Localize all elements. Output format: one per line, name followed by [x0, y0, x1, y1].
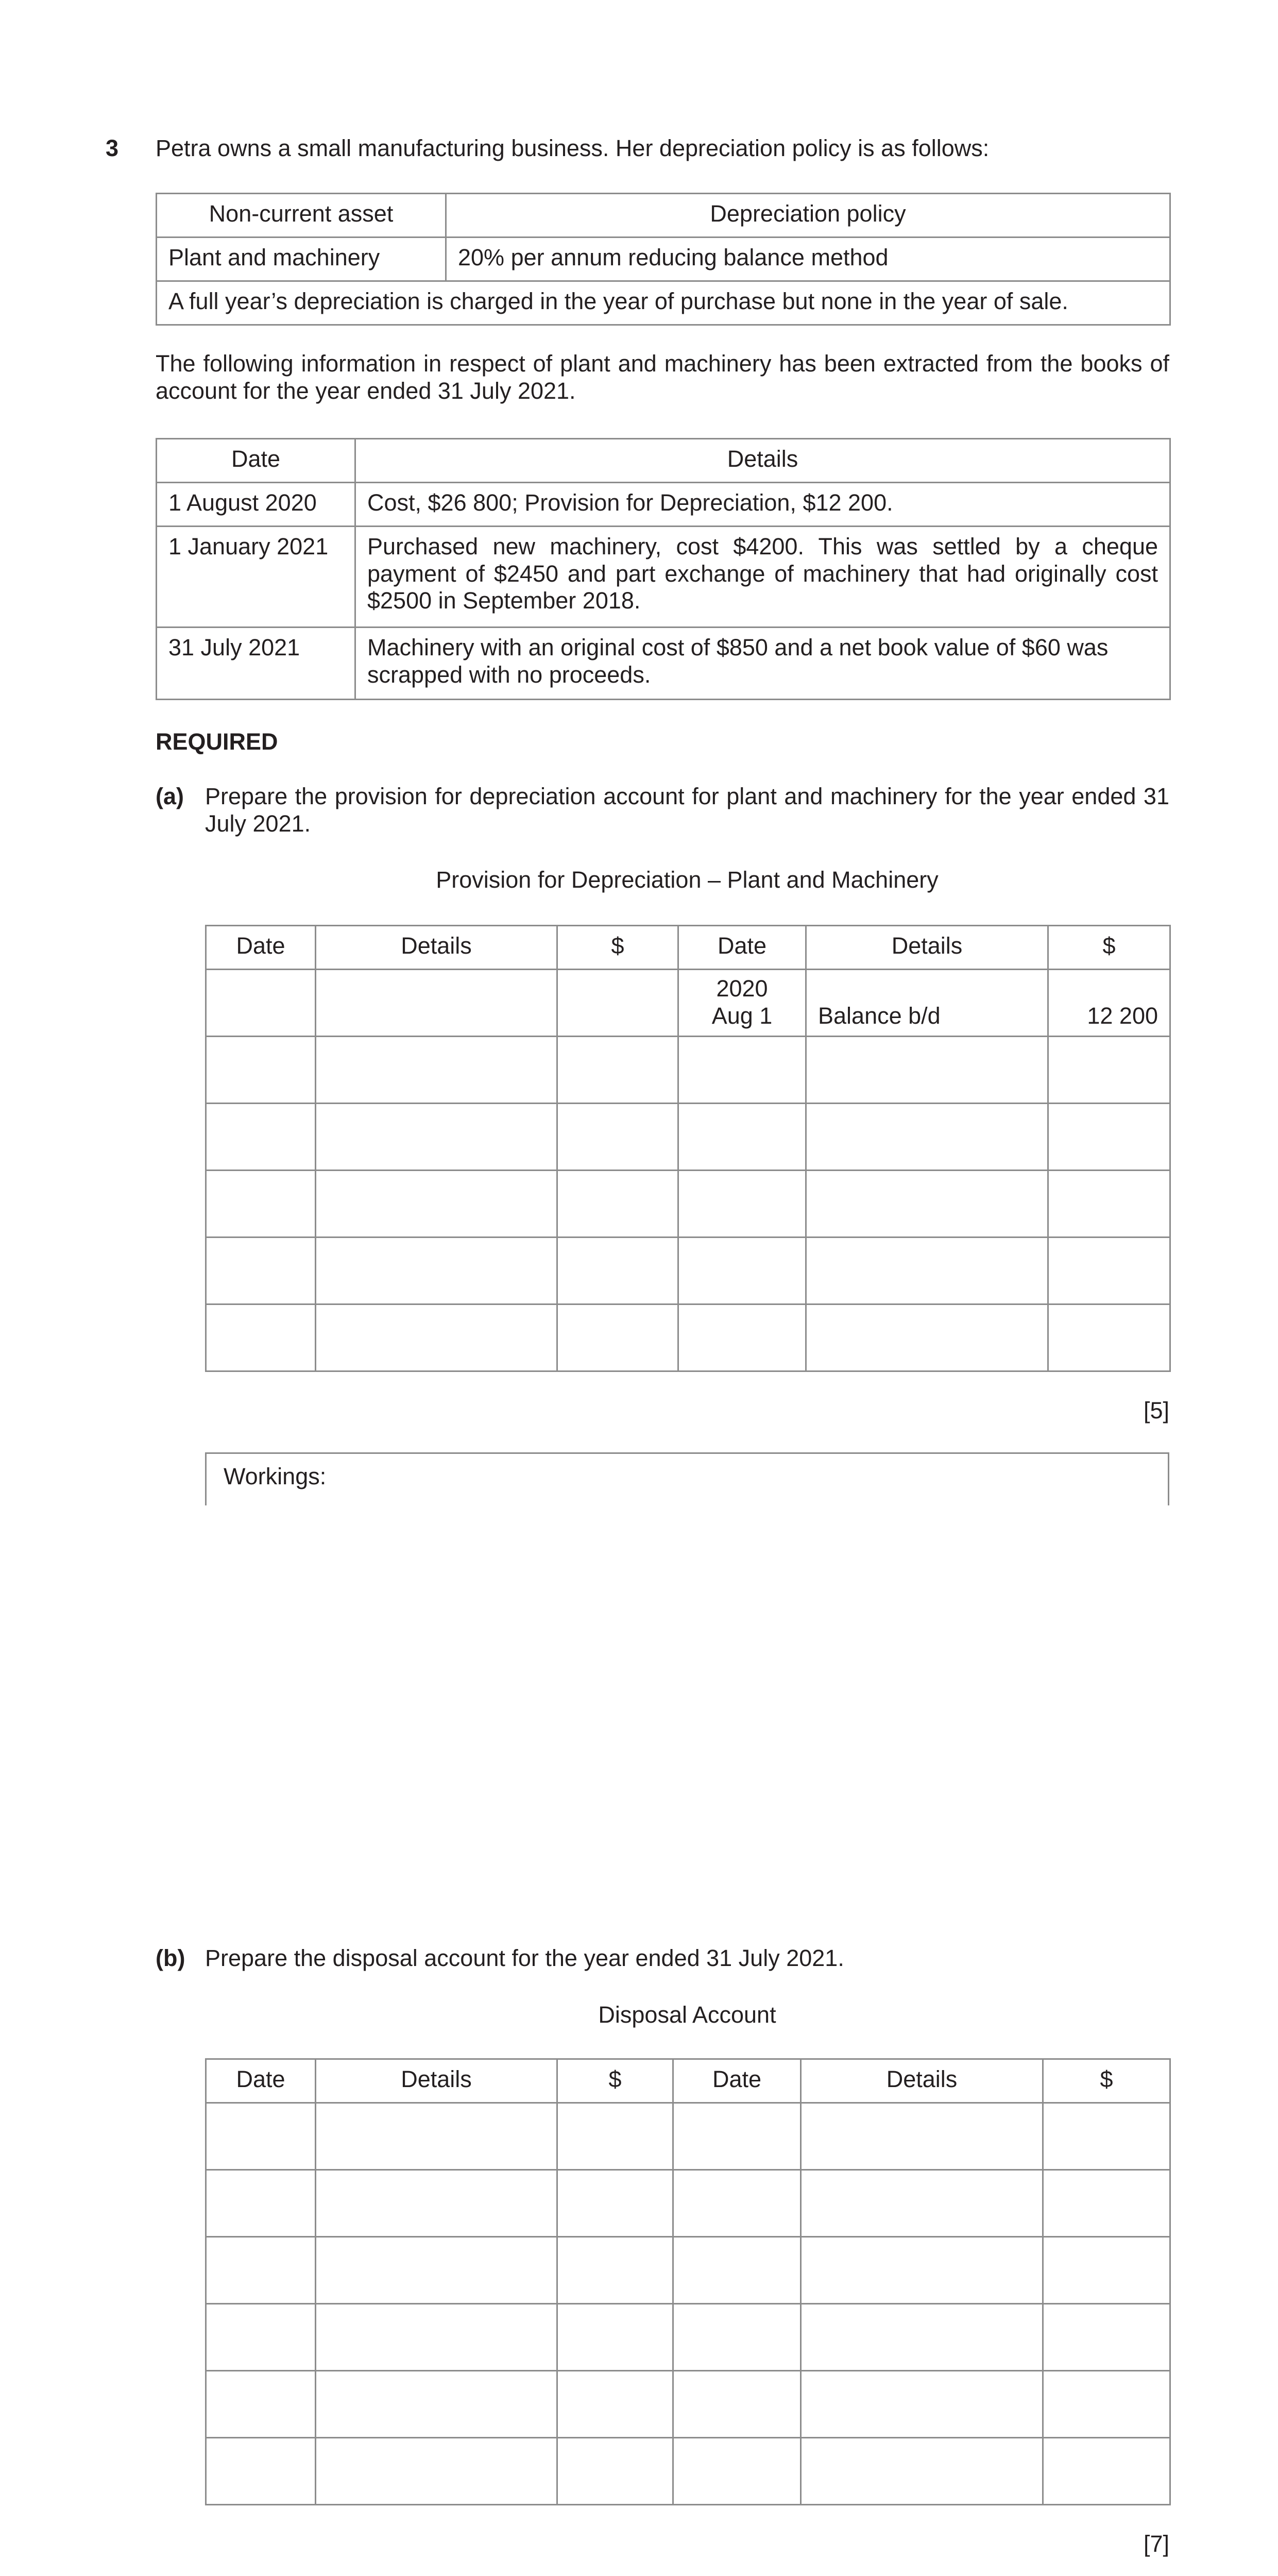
info-row-1-date: 1 August 2020 [157, 483, 355, 527]
disposal-account-table [205, 2058, 1171, 2505]
answer-cell[interactable] [673, 2237, 801, 2304]
prov-header-details-credit: Details [806, 926, 1048, 970]
answer-cell[interactable] [206, 1304, 316, 1371]
prov-balance-date [678, 970, 806, 1037]
answer-cell[interactable] [1048, 1104, 1170, 1171]
policy-method-cell: 20% per annum reducing balance method [446, 238, 1170, 281]
part-b-label: (b) [156, 1945, 185, 1971]
prov-balance-details: Balance b/d [806, 970, 1048, 1037]
provision-account-table [205, 925, 1171, 1372]
answer-cell[interactable] [557, 1304, 678, 1371]
answer-cell[interactable] [557, 2304, 673, 2371]
info-header-details: Details [355, 439, 1170, 483]
answer-cell[interactable] [806, 1171, 1048, 1238]
answer-cell[interactable] [316, 1037, 557, 1104]
answer-cell[interactable] [316, 2371, 557, 2438]
info-row-3-details: Machinery with an original cost of $850 and a net book value of $60 was scrapped with no proceeds. [355, 628, 1170, 700]
disp-header-details-debit: Details [316, 2059, 557, 2103]
answer-cell[interactable] [206, 2237, 316, 2304]
prov-header-details-debit: Details [316, 926, 557, 970]
info-row-2-date: 1 January 2021 [157, 527, 355, 628]
answer-cell[interactable] [316, 2304, 557, 2371]
answer-cell[interactable] [801, 2438, 1043, 2505]
prov-balance-amount: 12 200 [1048, 970, 1170, 1037]
policy-note-cell: A full year’s depreciation is charged in the year of purchase but none in the year of sale. [157, 281, 1170, 325]
answer-cell[interactable] [316, 1171, 557, 1238]
answer-cell[interactable] [801, 2371, 1043, 2438]
part-a-account-title: Provision for Depreciation – Plant and Machinery [436, 867, 939, 893]
required-label: REQUIRED [156, 728, 278, 755]
info-row-3-date: 31 July 2021 [157, 628, 355, 700]
answer-cell[interactable] [557, 1037, 678, 1104]
prov-header-amount-credit: $ [1048, 926, 1170, 970]
answer-cell[interactable] [557, 2438, 673, 2505]
answer-cell[interactable] [206, 2103, 316, 2170]
answer-cell[interactable] [801, 2103, 1043, 2170]
answer-cell[interactable] [1043, 2371, 1170, 2438]
answer-cell[interactable] [1048, 1171, 1170, 1238]
answer-cell[interactable] [1043, 2237, 1170, 2304]
info-header-date: Date [157, 439, 355, 483]
answer-cell[interactable] [1043, 2304, 1170, 2371]
answer-cell[interactable] [806, 1104, 1048, 1171]
disp-header-amount-debit: $ [557, 2059, 673, 2103]
prov-balance-year: 2020 [716, 975, 768, 1002]
answer-cell[interactable] [673, 2170, 801, 2237]
part-b-marks: [7] [1143, 2531, 1169, 2557]
answer-cell[interactable] [801, 2237, 1043, 2304]
info-text: The following information in respect of plant and machinery has been extracted from the books of account for the year ended 31 July 2021. [156, 350, 1169, 404]
answer-cell[interactable] [1043, 2438, 1170, 2505]
answer-cell[interactable] [806, 1238, 1048, 1304]
answer-cell[interactable] [316, 1238, 557, 1304]
part-a-marks: [5] [1143, 1397, 1169, 1423]
answer-cell[interactable] [557, 1238, 678, 1304]
answer-cell[interactable] [806, 1037, 1048, 1104]
info-table [156, 438, 1171, 700]
answer-cell[interactable] [673, 2103, 801, 2170]
answer-cell[interactable] [1048, 1304, 1170, 1371]
answer-cell[interactable] [1048, 1238, 1170, 1304]
answer-cell[interactable] [801, 2304, 1043, 2371]
question-number: 3 [106, 135, 119, 161]
workings-box[interactable] [205, 1452, 1169, 1505]
answer-cell[interactable] [206, 2304, 316, 2371]
policy-header-policy: Depreciation policy [446, 194, 1170, 238]
disp-header-date-credit: Date [673, 2059, 801, 2103]
answer-cell[interactable] [557, 1104, 678, 1171]
answer-cell[interactable] [801, 2170, 1043, 2237]
answer-cell[interactable] [557, 2170, 673, 2237]
part-a-label: (a) [156, 783, 184, 809]
answer-cell[interactable] [1043, 2170, 1170, 2237]
prov-header-date-credit: Date [678, 926, 806, 970]
answer-cell[interactable] [673, 2304, 801, 2371]
answer-cell[interactable] [206, 2438, 316, 2505]
answer-cell[interactable] [316, 2103, 557, 2170]
part-a-text: Prepare the provision for depreciation account for plant and machinery for the year ended 31 July 2021. [205, 783, 1169, 837]
info-row-2-details: Purchased new machinery, cost $4200. This was settled by a cheque payment of $2450 and part exchange of machinery that had originally cost $2500 in September 2018. [355, 527, 1170, 628]
answer-cell[interactable] [678, 1238, 806, 1304]
answer-cell[interactable] [1048, 1037, 1170, 1104]
answer-cell[interactable] [316, 1304, 557, 1371]
answer-cell[interactable] [673, 2371, 801, 2438]
answer-cell[interactable] [316, 2237, 557, 2304]
disp-header-details-credit: Details [801, 2059, 1043, 2103]
answer-cell[interactable] [206, 1037, 316, 1104]
workings-label: Workings: [224, 1463, 327, 1489]
disp-header-amount-credit: $ [1043, 2059, 1170, 2103]
answer-cell[interactable] [206, 1104, 316, 1171]
answer-cell[interactable] [557, 2237, 673, 2304]
answer-cell[interactable] [316, 1104, 557, 1171]
answer-cell[interactable] [673, 2438, 801, 2505]
answer-cell[interactable] [678, 1037, 806, 1104]
answer-cell[interactable] [557, 1171, 678, 1238]
answer-cell[interactable] [557, 2103, 673, 2170]
answer-cell[interactable] [206, 970, 316, 1037]
answer-cell[interactable] [678, 1104, 806, 1171]
part-b-text: Prepare the disposal account for the year ended 31 July 2021. [205, 1945, 844, 1971]
question-intro: Petra owns a small manufacturing business. Her depreciation policy is as follows: [156, 135, 990, 161]
answer-cell[interactable] [316, 2170, 557, 2237]
answer-cell[interactable] [557, 2371, 673, 2438]
answer-cell[interactable] [678, 1304, 806, 1371]
answer-cell[interactable] [557, 970, 678, 1037]
answer-cell[interactable] [206, 2371, 316, 2438]
answer-cell[interactable] [316, 2438, 557, 2505]
part-b-account-title: Disposal Account [598, 2002, 776, 2028]
policy-table [156, 193, 1171, 326]
answer-cell[interactable] [678, 1171, 806, 1238]
prov-balance-day: Aug 1 [711, 1002, 773, 1029]
policy-asset-cell: Plant and machinery [157, 238, 446, 281]
policy-header-asset: Non-current asset [157, 194, 446, 238]
prov-header-amount-debit: $ [557, 926, 678, 970]
answer-cell[interactable] [316, 970, 557, 1037]
answer-cell[interactable] [1043, 2103, 1170, 2170]
disp-header-date-debit: Date [206, 2059, 316, 2103]
answer-cell[interactable] [206, 1238, 316, 1304]
answer-cell[interactable] [806, 1304, 1048, 1371]
info-row-1-details: Cost, $26 800; Provision for Depreciation, $12 200. [355, 483, 1170, 527]
prov-header-date-debit: Date [206, 926, 316, 970]
answer-cell[interactable] [206, 2170, 316, 2237]
answer-cell[interactable] [206, 1171, 316, 1238]
